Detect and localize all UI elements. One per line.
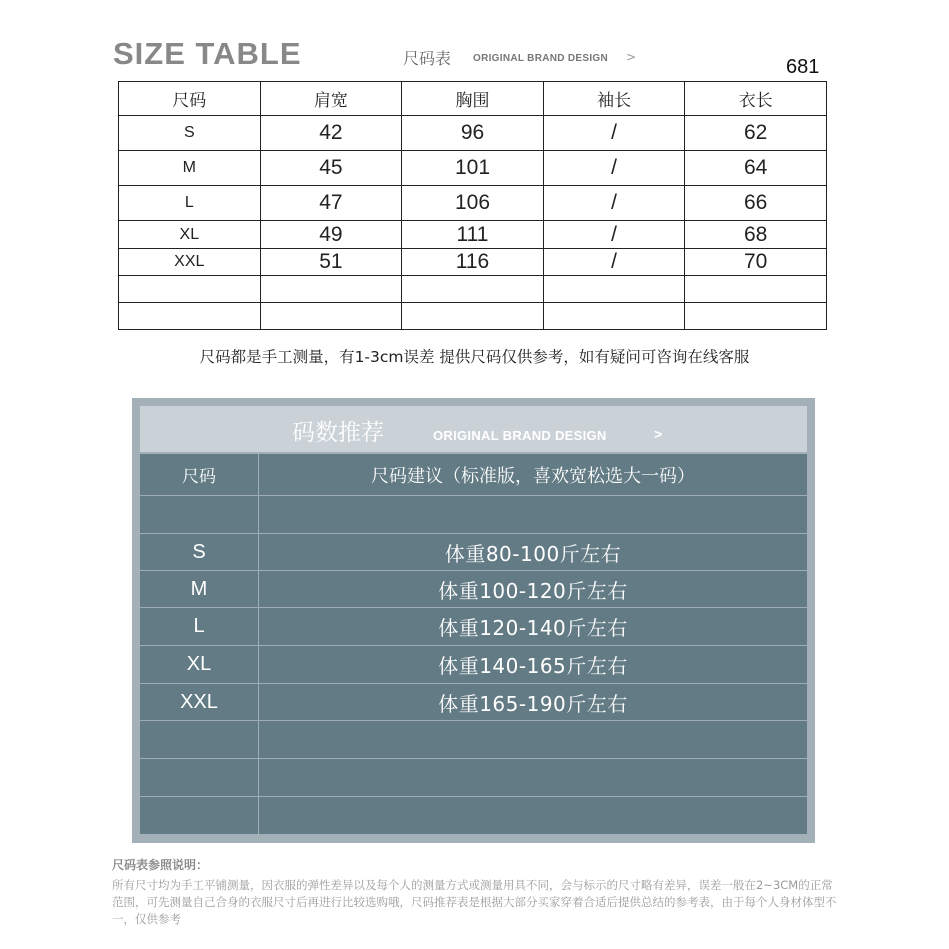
size-cell: XXL [119,249,261,276]
size-table-title: SIZE TABLE [113,36,302,71]
brand-label: ORIGINAL BRAND DESIGN [473,53,609,64]
col-header-chest: 胸围 [402,82,544,116]
table-row [140,646,807,684]
length-cell: 70 [685,249,827,276]
size-table-header [119,82,827,116]
chest-cell: 116 [402,249,544,276]
recommendation-header [140,406,807,452]
table-row-empty [140,759,807,797]
chevron-right-icon: > [626,50,637,64]
sleeve-cell: / [543,151,685,186]
size-cell: M [119,151,261,186]
size-cell: XL [119,221,261,249]
shoulder-cell: 47 [260,186,402,221]
sleeve-cell: / [543,116,685,151]
shoulder-cell: 45 [260,151,402,186]
table-row [140,571,807,608]
chevron-right-icon: > [654,426,663,442]
recommendation-brand: ORIGINAL BRAND DESIGN [433,428,607,443]
length-cell: 64 [685,151,827,186]
table-row [119,249,827,276]
size-table-subtitle: 尺码表 [403,49,452,68]
shoulder-cell: 42 [260,116,402,151]
col-header-shoulder: 肩宽 [260,82,402,116]
length-cell: 68 [685,221,827,249]
explanation-text: 所有尺寸均为手工平铺测量，因衣服的弹性差异以及每个人的测量方式或测量用具不同，会与标示的尺寸略有差异，误差一般在2~3CM的正常范围，可先测量自己合身的衣服尺寸后再进行比较选购哦，尺码推荐表是根据大部分买家穿着合适后提供总结的参考表，由于每个人身材体型不一，仅供参考 [112,878,837,926]
table-row [140,534,807,571]
recommendation-table [140,454,807,834]
length-cell: 66 [685,186,827,221]
table-row [119,186,827,221]
recommend-size: L [140,608,259,645]
length-cell: 62 [685,116,827,151]
shoulder-cell: 51 [260,249,402,276]
measurement-note: 尺码都是手工测量，有1-3cm误差 提供尺码仅供参考，如有疑问可咨询在线客服 [199,348,750,366]
col-header-length: 衣长 [685,82,827,116]
table-row-empty [119,276,827,303]
recommend-size: S [140,534,259,570]
table-row-empty [119,303,827,330]
recommend-col-size: 尺码 [140,454,259,495]
recommend-weight: 体重80-100斤左右 [444,541,622,566]
chest-cell: 101 [402,151,544,186]
chest-cell: 96 [402,116,544,151]
shoulder-cell: 49 [260,221,402,249]
recommend-weight: 体重165-190斤左右 [438,691,628,716]
product-code: 681 [786,56,820,78]
col-header-sleeve: 袖长 [543,82,685,116]
recommend-size: XL [140,646,259,683]
recommend-weight: 体重140-165斤左右 [438,654,628,678]
recommend-size: XXL [140,684,259,720]
recommend-size: M [140,571,259,607]
table-row-empty [140,496,807,534]
table-row-empty [140,797,807,834]
recommendation-header-row [140,454,807,496]
table-row [140,684,807,721]
recommend-col-advice: 尺码建议（标准版，喜欢宽松选大一码） [371,465,695,487]
table-row [119,221,827,249]
size-table [118,81,827,330]
chest-cell: 106 [402,186,544,221]
table-row [140,608,807,646]
recommendation-title: 码数推荐 [292,420,384,446]
col-header-size: 尺码 [119,82,261,116]
table-row [119,116,827,151]
recommend-weight: 体重100-120斤左右 [438,578,628,603]
size-cell: S [119,116,261,151]
explanation-title: 尺码表参照说明： [112,858,209,872]
size-recommendation-panel [132,398,815,843]
table-row [119,151,827,186]
chest-cell: 111 [402,221,544,249]
sleeve-cell: / [543,186,685,221]
table-row-empty [140,721,807,759]
size-cell: L [119,186,261,221]
recommend-weight: 体重120-140斤左右 [438,616,628,640]
sleeve-cell: / [543,249,685,276]
sleeve-cell: / [543,221,685,249]
